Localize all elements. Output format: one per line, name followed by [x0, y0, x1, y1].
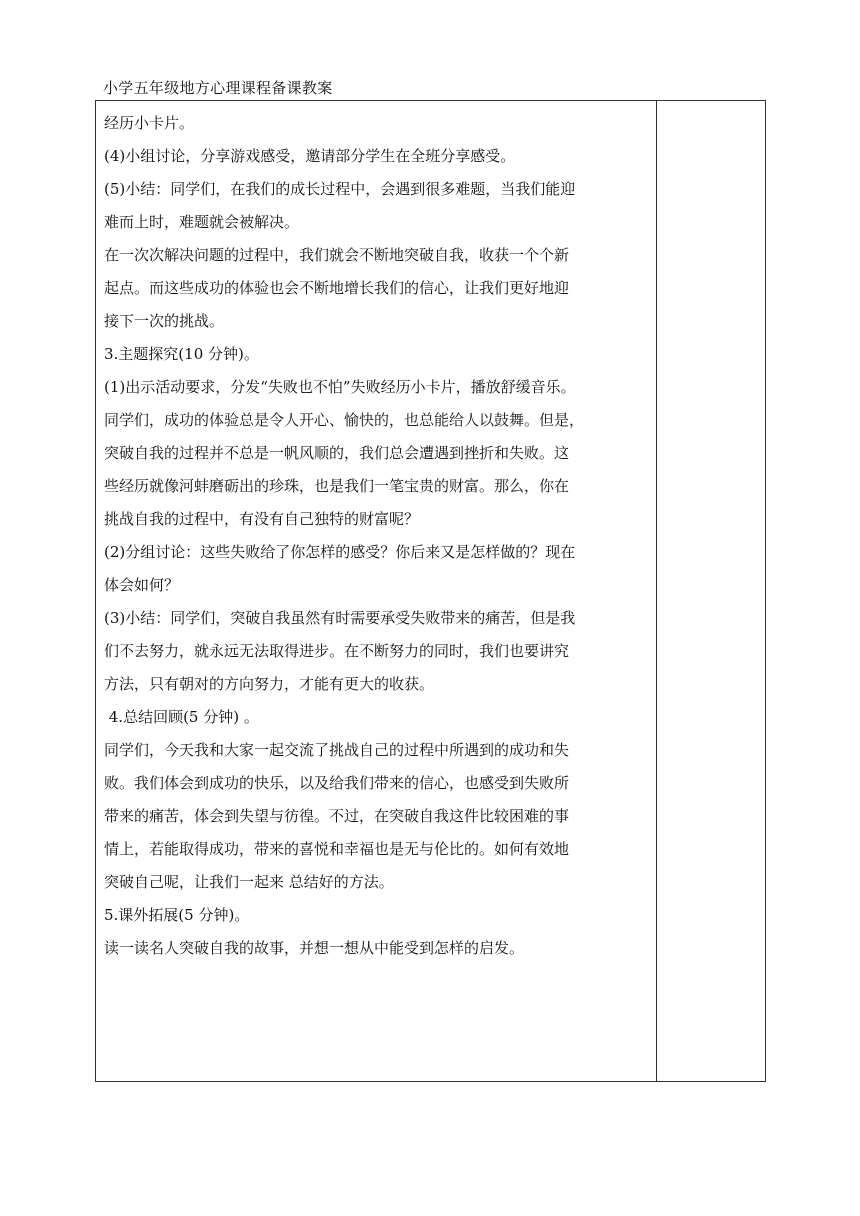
content-line: 体会如何？ [104, 576, 180, 594]
content-line: 败。我们体会到成功的快乐，以及给我们带来的信心，也感受到失败所 [104, 774, 570, 792]
notes-cell [657, 101, 765, 1081]
page-header-title: 小学五年级地方心理课程备课教案 [103, 79, 333, 97]
content-line: 经历小卡片。 [104, 114, 195, 132]
content-line: (1)出示活动要求，分发“失败也不怕”失败经历小卡片，播放舒缓音乐。 [104, 378, 576, 396]
content-line: 同学们，今天我和大家一起交流了挑战自己的过程中所遇到的成功和失 [104, 741, 570, 759]
content-line: (4)小组讨论，分享游戏感受，邀请部分学生在全班分享感受。 [104, 147, 516, 165]
section-heading: 4.总结回顾(5 分钟) 。 [104, 708, 259, 726]
content-line: (3)小结：同学们，突破自我虽然有时需要承受失败带来的痛苦，但是我 [104, 609, 576, 627]
section-heading: 3.主题探究(10 分钟)。 [104, 345, 259, 363]
content-line: 难而上时，难题就会被解决。 [104, 213, 300, 231]
lesson-plan-table [95, 100, 766, 1082]
content-line: 带来的痛苦，体会到失望与彷徨。不过，在突破自我这件比较困难的事 [104, 807, 570, 825]
content-line: 方法，只有朝对的方向努力，才能有更大的收获。 [104, 675, 435, 693]
lesson-content-cell [104, 107, 650, 965]
content-line: (2)分组讨论：这些失败给了你怎样的感受？你后来又是怎样做的？现在 [104, 543, 576, 561]
content-line: 读一读名人突破自我的故事，并想一想从中能受到怎样的启发。 [104, 939, 525, 957]
content-line: 突破自己呢，让我们一起来 总结好的方法。 [104, 873, 394, 891]
content-line: 在一次次解决问题的过程中，我们就会不断地突破自我，收获一个个新 [104, 246, 570, 264]
content-line: 些经历就像河蚌磨砺出的珍珠，也是我们一笔宝贵的财富。那么，你在 [104, 477, 570, 495]
content-line: 突破自我的过程并不总是一帆风顺的，我们总会遭遇到挫折和失败。这 [104, 444, 570, 462]
content-line: 情上，若能取得成功，带来的喜悦和幸福也是无与伦比的。如何有效地 [104, 840, 570, 858]
section-heading: 5.课外拓展(5 分钟)。 [104, 906, 250, 924]
content-line: 起点。而这些成功的体验也会不断地增长我们的信心，让我们更好地迎 [104, 279, 570, 297]
content-line: 接下一次的挑战。 [104, 312, 225, 330]
content-line: 们不去努力，就永远无法取得进步。在不断努力的同时，我们也要讲究 [104, 642, 570, 660]
content-line: 同学们，成功的体验总是令人开心、愉快的，也总能给人以鼓舞。但是， [104, 411, 585, 429]
content-line: 挑战自我的过程中，有没有自己独特的财富呢？ [104, 510, 420, 528]
content-line: (5)小结：同学们，在我们的成长过程中，会遇到很多难题，当我们能迎 [104, 180, 576, 198]
